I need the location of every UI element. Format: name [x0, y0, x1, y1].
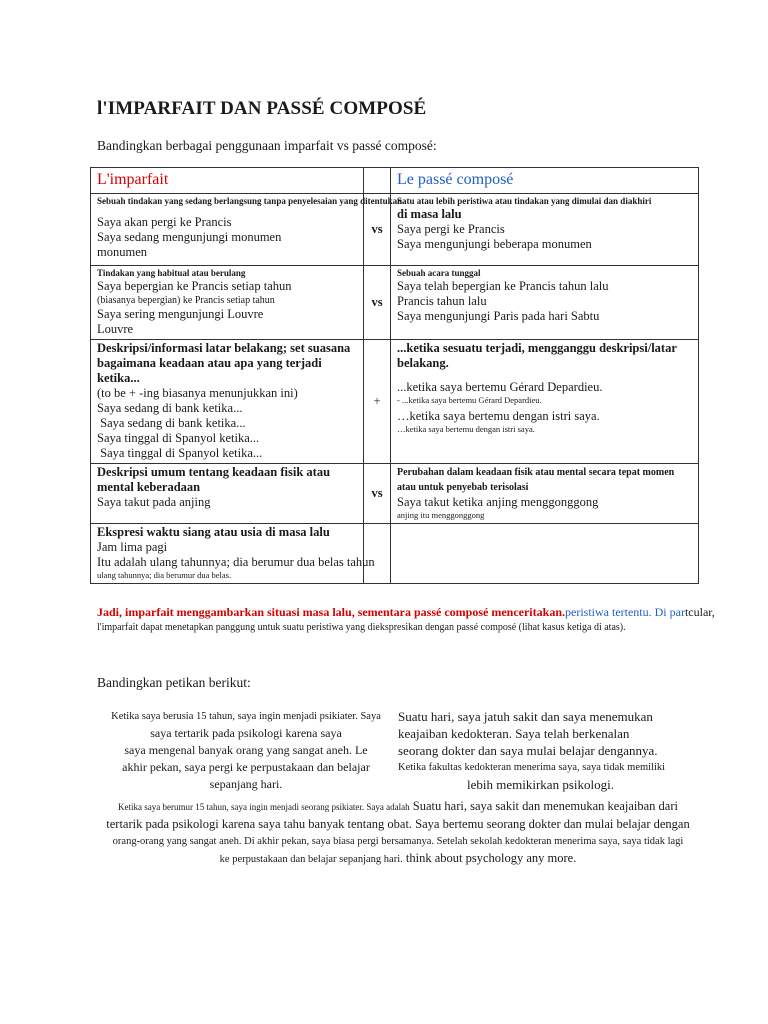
row2-left-line: (biasanya bepergian) ke Prancis setiap tahun [97, 295, 275, 306]
row3-passe-compose [391, 340, 699, 464]
row5-left-line: Jam lima pagi [97, 540, 168, 554]
row4-right-line: Saya takut ketika anjing menggonggong [397, 495, 599, 509]
row2-right-line: Saya telah bepergian ke Prancis tahun lalu [397, 279, 609, 293]
passage-mixed-part: Suatu hari, saya sakit dan menemukan keajaiban dari [409, 799, 678, 813]
row5-left-desc: Ekspresi waktu siang atau usia di masa lalu [97, 525, 330, 539]
conclusion-blue: peristiwa tertentu. Di par [565, 605, 685, 619]
row2-right-desc: Sebuah acara tunggal [397, 268, 481, 278]
intro-text: Bandingkan berbagai penggunaan imparfait vs passé composé: [97, 138, 437, 153]
row1-right-line: Saya pergi ke Prancis [397, 222, 505, 236]
header-imparfait: L'imparfait [91, 168, 364, 194]
row3-left-desc: Deskripsi/informasi latar belakang; set suasana bagaimana keadaan atau apa yang terjadi ketika... [97, 341, 351, 385]
passage-mixed-line: tertarik pada psikologi karena saya tahu banyak tentang obat. Saya bertemu seorang dokter dan mulai belajar dengan [106, 817, 690, 831]
passage-left-line: saya tertarik pada psikologi karena saya [150, 726, 342, 740]
row2-vs: vs [364, 266, 391, 340]
row4-left-desc: Deskripsi umum tentang keadaan fisik atau mental keberadaan [97, 465, 331, 494]
passage-mixed-part: think about psychology any more. [402, 851, 577, 865]
passage-right-line: lebih memikirkan psikologi. [467, 777, 614, 792]
row2-passe-compose [391, 266, 699, 340]
row1-left-desc: Sebuah tindakan yang sedang berlangsung tanpa penyelesaian yang ditentukan. [97, 196, 405, 206]
passage-mixed [98, 798, 698, 868]
passage-mixed-part: Ketika saya berumur 15 tahun, saya ingin menjadi seorang psikiater. Saya adalah [118, 802, 410, 812]
row1-right-desc2: di masa lalu [397, 207, 462, 221]
row3-right-line: …ketika saya bertemu dengan istri saya. [397, 409, 600, 423]
passage-left [98, 708, 394, 793]
row3-right-line: - ...ketika saya bertemu Gérard Depardieu. [397, 395, 542, 405]
row1-left-line: monumen [97, 245, 147, 259]
row2-left-line: Saya sering mengunjungi Louvre [97, 307, 264, 321]
row5-middle [364, 524, 391, 584]
page-title: l'IMPARFAIT DAN PASSÉ COMPOSÉ [97, 98, 427, 119]
passage-left-line: saya mengenal banyak orang yang sangat aneh. Le [124, 743, 368, 757]
row3-left-line: Saya tinggal di Spanyol ketika... [97, 446, 263, 460]
row2-left-desc: Tindakan yang habitual atau berulang [97, 268, 246, 278]
passage-right-line: keajaiban kedokteran. Saya telah berkenalan [398, 726, 630, 741]
conclusion-black: tcular, [684, 605, 715, 619]
row4-vs: vs [364, 464, 391, 524]
comparison-table [90, 167, 699, 584]
row4-imparfait [91, 464, 364, 524]
row4-right-desc: Perubahan dalam keadaan fisik atau mental secara tepat momen atau untuk penyebab terisolasi [397, 467, 675, 493]
passage-left-line: akhir pekan, saya pergi ke perpustakaan dan belajar [122, 760, 370, 774]
passage-right-line: Suatu hari, saya jatuh sakit dan saya menemukan [398, 709, 653, 724]
conclusion [97, 604, 717, 636]
row1-left-line: Saya sedang mengunjungi monumen [97, 230, 282, 244]
row2-left-line: Saya bepergian ke Prancis setiap tahun [97, 279, 292, 293]
row1-passe-compose [391, 194, 699, 266]
row4-passe-compose [391, 464, 699, 524]
passage-right-line: Ketika fakultas kedokteran menerima saya, saya tidak memiliki [398, 762, 666, 773]
passage-right-line: seorang dokter dan saya mulai belajar dengannya. [398, 743, 658, 758]
passage-left-line: Ketika saya berusia 15 tahun, saya ingin menjadi psikiater. Saya [111, 711, 381, 722]
row1-right-desc: Satu atau lebih peristiwa atau tindakan yang dimulai dan diakhiri [397, 196, 652, 206]
passage-left-line: sepanjang hari. [209, 777, 283, 791]
row1-right-line: Saya mengunjungi beberapa monumen [397, 237, 592, 251]
conclusion-line2: l'imparfait dapat menetapkan panggung untuk suatu peristiwa yang diekspresikan dengan passé composé (lihat kasus ketiga di atas). [97, 622, 626, 633]
header-passe-compose: Le passé composé [391, 168, 699, 194]
row2-right-line: Saya mengunjungi Paris pada hari Sabtu [397, 309, 600, 323]
passage-right [398, 708, 683, 793]
row2-imparfait [91, 266, 364, 340]
row3-right-desc: ...ketika sesuatu terjadi, mengganggu deskripsi/latar belakang. [397, 341, 677, 370]
row2-right-line: Prancis tahun lalu [397, 294, 487, 308]
row1-vs: vs [364, 194, 391, 266]
row3-plus: + [364, 340, 391, 464]
row1-left-line: Saya akan pergi ke Prancis [97, 215, 232, 229]
row3-left-line: Saya sedang di bank ketika... [97, 401, 243, 415]
row4-left-line: Saya takut pada anjing [97, 495, 211, 509]
row4-right-line: anjing itu menggonggong [397, 510, 485, 520]
passage-mixed-line: orang-orang yang sangat aneh. Di akhir pekan, saya biasa pergi bersamanya. Setelah sekolah kedokteran menerima saya, saya tidak lagi [112, 836, 684, 847]
row5-imparfait [91, 524, 375, 584]
row3-left-line: (to be + -ing biasanya menunjukkan ini) [97, 386, 298, 400]
row2-left-line: Louvre [97, 322, 134, 336]
row3-imparfait [91, 340, 364, 464]
row3-left-line: Saya sedang di bank ketika... [97, 416, 246, 430]
row5-left-line: Itu adalah ulang tahunnya; dia berumur dua belas tahun [97, 555, 375, 569]
conclusion-red: Jadi, imparfait menggambarkan situasi masa lalu, sementara passé composé menceritakan. [97, 605, 565, 619]
row3-left-line: Saya tinggal di Spanyol ketika... [97, 431, 260, 445]
passage-mixed-part: ke perpustakaan dan belajar sepanjang hari. [219, 854, 403, 865]
row5-left-line: ulang tahunnya; dia berumur dua belas. [97, 570, 232, 580]
row3-right-line: …ketika saya bertemu dengan istri saya. [397, 424, 535, 434]
header-middle [364, 168, 391, 194]
row3-right-line: ...ketika saya bertemu Gérard Depardieu. [397, 380, 603, 394]
row5-passe-compose [391, 524, 699, 584]
compare-heading: Bandingkan petikan berikut: [97, 675, 251, 690]
